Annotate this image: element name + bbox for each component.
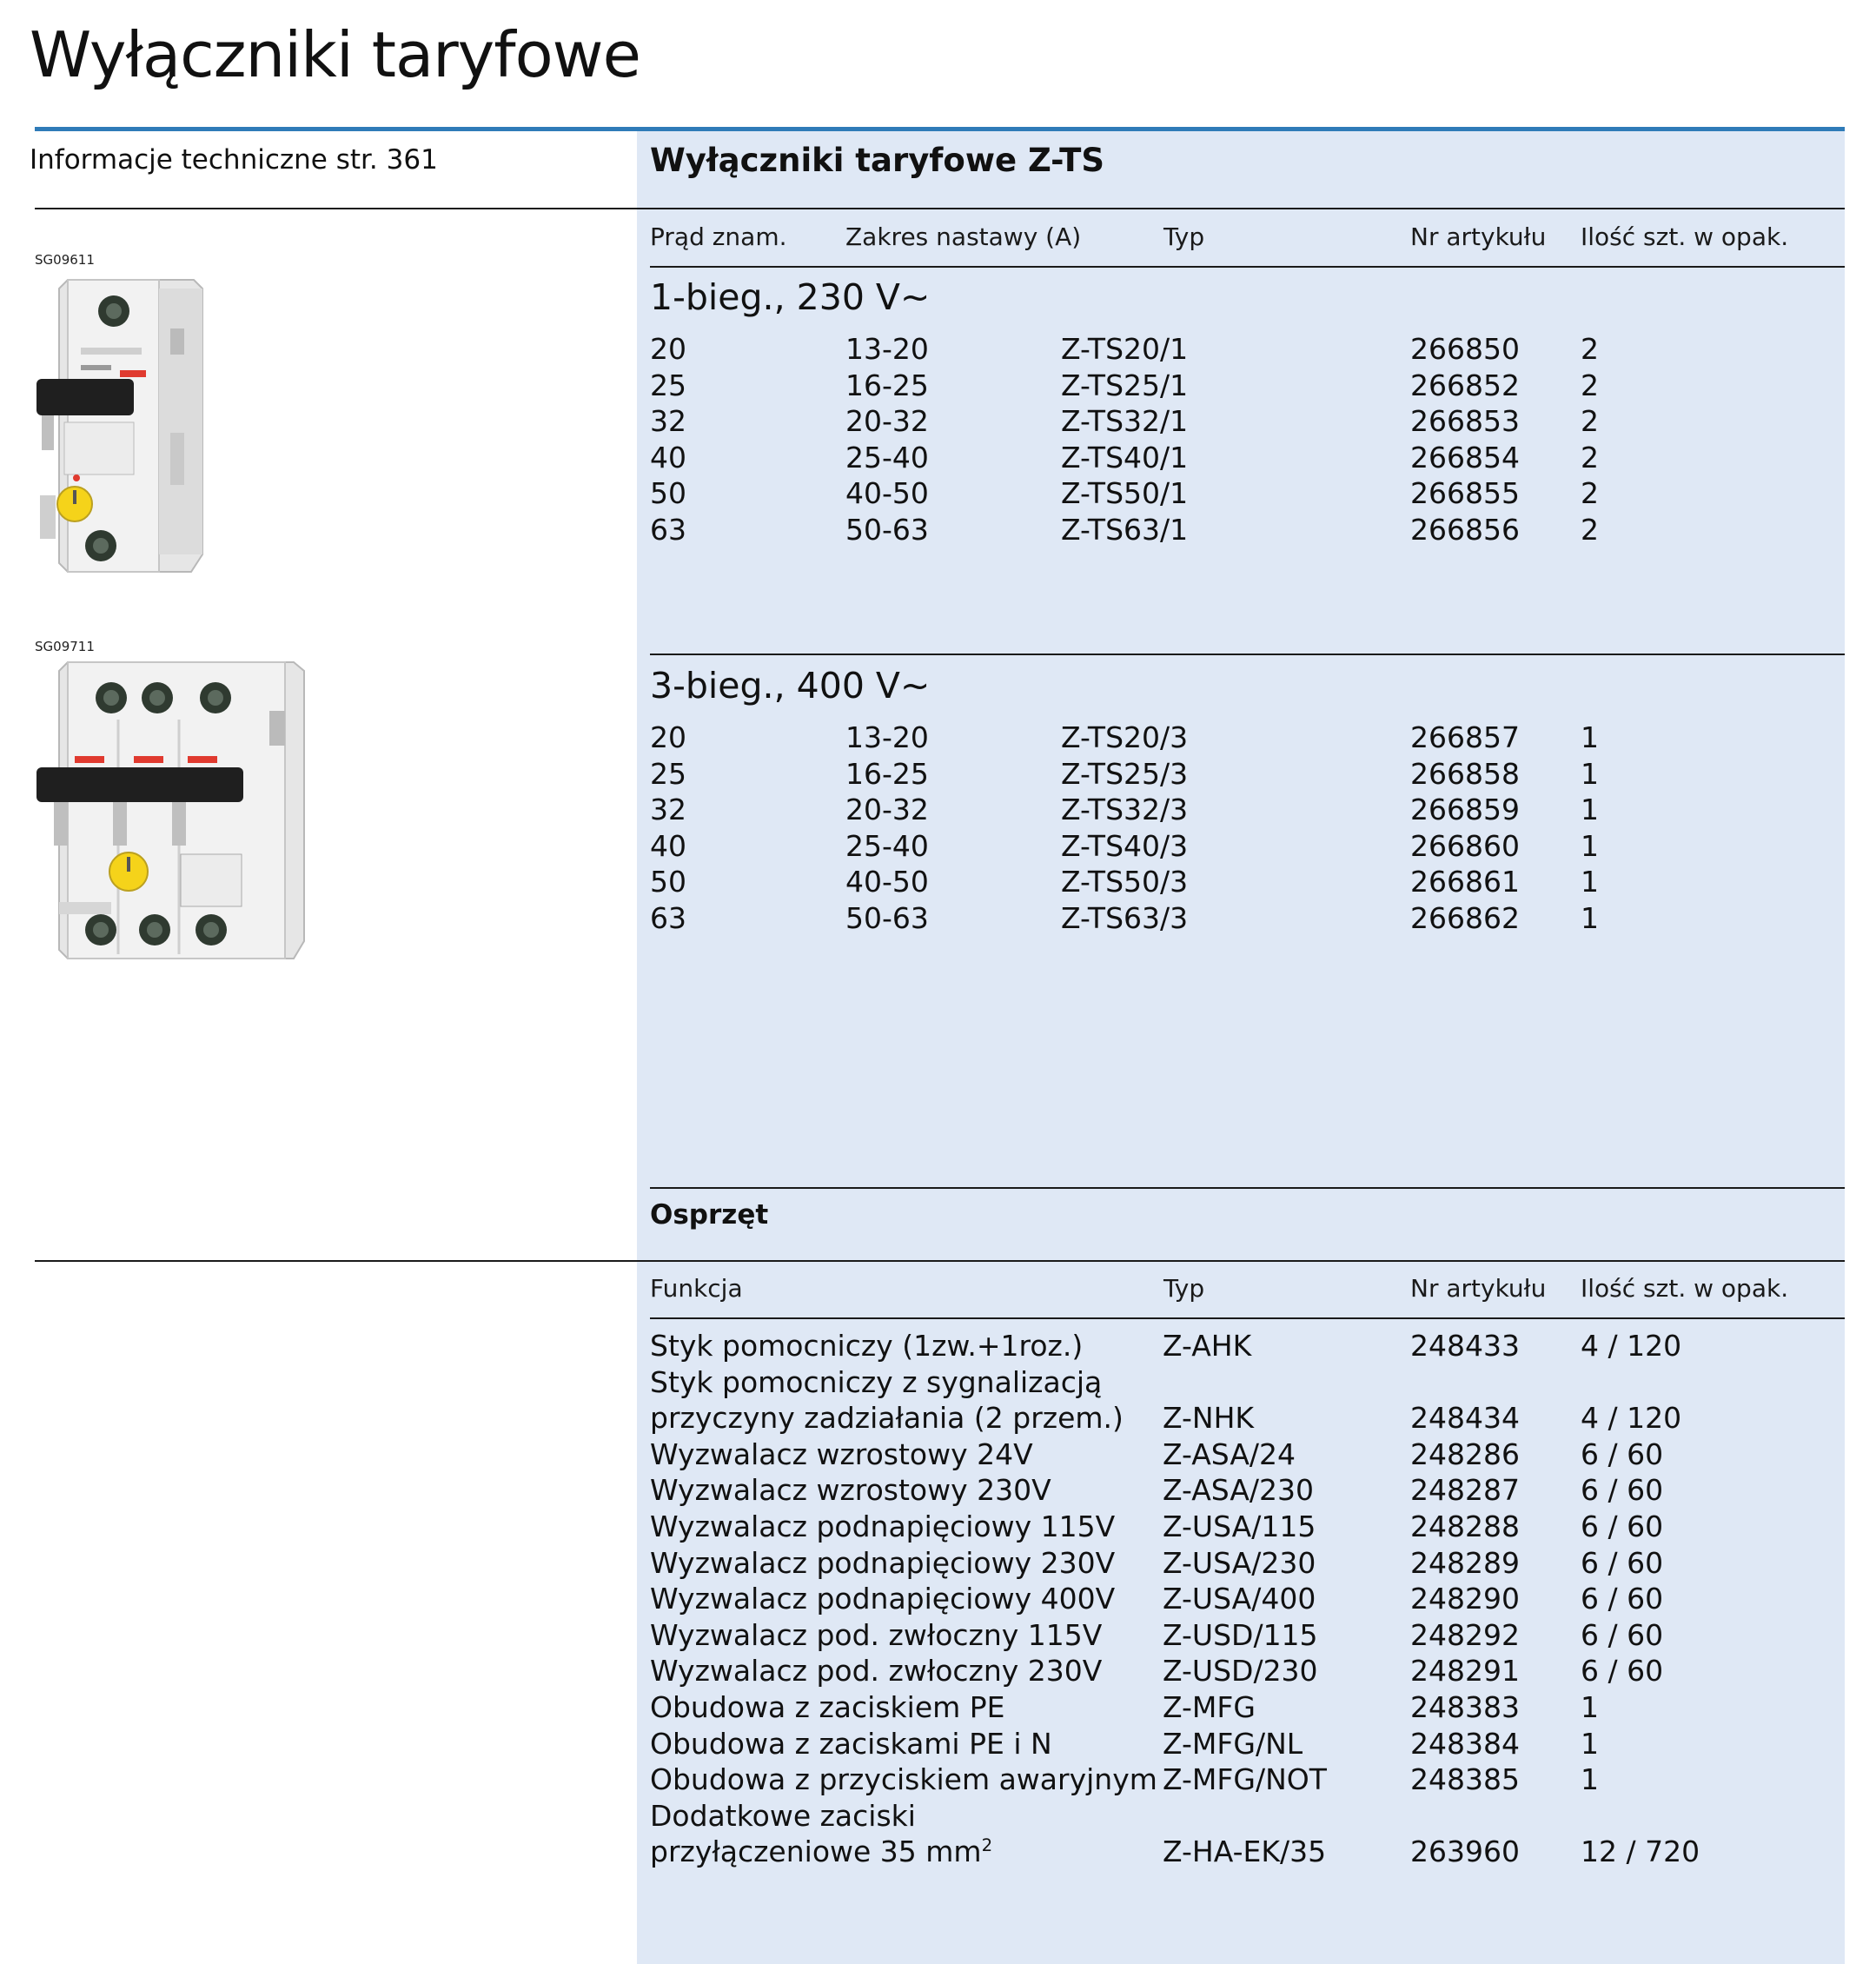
article-no-cell: 263960 — [1410, 1835, 1520, 1869]
type-cell: Z-ASA/24 — [1163, 1437, 1296, 1471]
accessory-row — [650, 1726, 1840, 1762]
table-row — [650, 792, 1840, 828]
function-cell: Styk pomocniczy (1zw.+1roz.) — [650, 1329, 1084, 1363]
setting-range-cell: 50-63 — [845, 513, 929, 547]
pack-qty-cell: 12 / 720 — [1581, 1835, 1700, 1869]
function-cell: Wyzwalacz wzrostowy 24V — [650, 1437, 1033, 1471]
function-cell: Obudowa z przyciskiem awaryjnym — [650, 1762, 1157, 1797]
article-no-cell: 248383 — [1410, 1690, 1520, 1724]
rated-current-cell: 32 — [650, 404, 686, 439]
accessory-row — [650, 1509, 1840, 1545]
type-cell: Z-TS63/1 — [1061, 513, 1189, 547]
rated-current-cell: 32 — [650, 793, 686, 827]
table-row — [650, 756, 1840, 793]
pack-qty-cell: 1 — [1581, 828, 1599, 863]
rated-current-cell: 63 — [650, 901, 686, 935]
article-no-cell: 266860 — [1410, 828, 1520, 863]
function-line2-text: przyłączeniowe 35 mm — [650, 1835, 982, 1869]
type-cell: Z-TS32/3 — [1061, 793, 1189, 827]
acc-col-header-article-no: Nr artykułu — [1410, 1274, 1547, 1303]
pack-qty-cell: 2 — [1581, 332, 1599, 366]
col-header-setting-range: Zakres nastawy (A) — [845, 222, 1082, 251]
pack-qty-cell: 1 — [1581, 793, 1599, 827]
article-no-cell: 266850 — [1410, 332, 1520, 366]
pack-qty-cell: 1 — [1581, 1690, 1599, 1724]
pack-qty-cell: 1 — [1581, 1726, 1599, 1761]
type-cell: Z-TS25/3 — [1061, 756, 1189, 791]
pack-qty-cell: 6 / 60 — [1581, 1582, 1664, 1616]
header-rule — [35, 127, 1845, 131]
article-no-cell: 248384 — [1410, 1726, 1520, 1761]
type-cell: Z-NHK — [1163, 1401, 1255, 1436]
article-no-cell: 266861 — [1410, 865, 1520, 899]
article-no-cell: 248291 — [1410, 1654, 1520, 1689]
pack-qty-cell: 6 / 60 — [1581, 1437, 1664, 1471]
image-code: SG09711 — [35, 639, 95, 654]
function-cell-line2 — [650, 1400, 1124, 1437]
acc-col-header-type: Typ — [1163, 1274, 1205, 1303]
page-title: Wyłączniki taryfowe — [30, 18, 640, 91]
accessory-row — [650, 1545, 1840, 1582]
pack-qty-cell: 6 / 60 — [1581, 1509, 1664, 1543]
rated-current-cell: 40 — [650, 440, 686, 474]
divider — [650, 1187, 1845, 1189]
divider — [650, 654, 1845, 655]
acc-col-header-function: Funkcja — [650, 1274, 743, 1303]
type-cell: Z-TS40/1 — [1061, 440, 1189, 474]
accessory-row — [650, 1653, 1840, 1689]
accessory-row — [650, 1364, 1840, 1437]
pack-qty-cell: 1 — [1581, 901, 1599, 935]
accessory-row — [650, 1437, 1840, 1473]
type-cell: Z-USD/230 — [1163, 1654, 1318, 1689]
setting-range-cell: 20-32 — [845, 793, 929, 827]
article-no-cell: 266852 — [1410, 368, 1520, 402]
type-cell: Z-USA/400 — [1163, 1582, 1316, 1616]
function-cell: Obudowa z zaciskami PE i N — [650, 1726, 1052, 1761]
accessories-title: Osprzęt — [650, 1199, 769, 1231]
col-header-rated-current: Prąd znam. — [650, 222, 787, 251]
rated-current-cell: 50 — [650, 476, 686, 511]
function-line2-text: przyczyny zadziałania (2 przem.) — [650, 1401, 1124, 1436]
group-title-3-pole: 3-bieg., 400 V~ — [650, 665, 931, 707]
product-photo-1-pole — [33, 276, 207, 574]
divider — [650, 266, 1845, 268]
section-title: Wyłączniki taryfowe Z-TS — [650, 142, 1104, 179]
accessory-row — [650, 1689, 1840, 1726]
setting-range-cell: 40-50 — [845, 865, 929, 899]
table-row — [650, 368, 1840, 404]
pack-qty-cell: 1 — [1581, 720, 1599, 754]
divider — [35, 1260, 1845, 1262]
type-cell: Z-TS63/3 — [1061, 901, 1189, 935]
type-cell: Z-USD/115 — [1163, 1617, 1318, 1652]
setting-range-cell: 25-40 — [845, 440, 929, 474]
group-title-1-pole: 1-bieg., 230 V~ — [650, 276, 931, 318]
table-row — [650, 864, 1840, 900]
article-no-cell: 248290 — [1410, 1582, 1520, 1616]
type-cell: Z-MFG — [1163, 1690, 1256, 1724]
pack-qty-cell: 6 / 60 — [1581, 1545, 1664, 1580]
rated-current-cell: 20 — [650, 332, 686, 366]
article-no-cell: 266862 — [1410, 901, 1520, 935]
accessory-row — [650, 1617, 1840, 1654]
table-row — [650, 900, 1840, 937]
article-no-cell: 266854 — [1410, 440, 1520, 474]
pack-qty-cell: 2 — [1581, 513, 1599, 547]
table-row — [650, 475, 1840, 512]
col-header-article-no: Nr artykułu — [1410, 222, 1547, 251]
article-no-cell: 248286 — [1410, 1437, 1520, 1471]
type-cell: Z-USA/230 — [1163, 1545, 1316, 1580]
table-row — [650, 403, 1840, 440]
function-cell: Dodatkowe zaciski — [650, 1798, 916, 1833]
article-no-cell: 248287 — [1410, 1473, 1520, 1508]
table-row — [650, 331, 1840, 368]
function-cell: Styk pomocniczy z sygnalizacją — [650, 1364, 1103, 1399]
setting-range-cell: 40-50 — [845, 476, 929, 511]
rated-current-cell: 25 — [650, 368, 686, 402]
pack-qty-cell: 4 / 120 — [1581, 1329, 1682, 1363]
type-cell: Z-USA/115 — [1163, 1509, 1316, 1543]
function-cell: Obudowa z zaciskiem PE — [650, 1690, 1005, 1724]
setting-range-cell: 16-25 — [845, 368, 929, 402]
col-header-pack-qty: Ilość szt. w opak. — [1581, 222, 1789, 251]
image-code: SG09611 — [35, 252, 95, 268]
type-cell: Z-TS50/1 — [1061, 476, 1189, 511]
rated-current-cell: 50 — [650, 865, 686, 899]
article-no-cell: 266858 — [1410, 756, 1520, 791]
type-cell: Z-MFG/NL — [1163, 1726, 1303, 1761]
article-no-cell: 248289 — [1410, 1545, 1520, 1580]
product-photo-3-pole — [33, 659, 309, 963]
pack-qty-cell: 1 — [1581, 865, 1599, 899]
accessory-row — [650, 1328, 1840, 1364]
rated-current-cell: 25 — [650, 756, 686, 791]
setting-range-cell: 13-20 — [845, 720, 929, 754]
accessory-row — [650, 1581, 1840, 1617]
table-row — [650, 440, 1840, 476]
function-cell-line2 — [650, 1834, 992, 1870]
article-no-cell: 248434 — [1410, 1401, 1520, 1436]
article-no-cell: 248433 — [1410, 1329, 1520, 1363]
function-cell: Wyzwalacz pod. zwłoczny 230V — [650, 1654, 1103, 1689]
pack-qty-cell: 2 — [1581, 440, 1599, 474]
type-cell: Z-HA-EK/35 — [1163, 1835, 1327, 1869]
rated-current-cell: 40 — [650, 828, 686, 863]
pack-qty-cell: 2 — [1581, 368, 1599, 402]
pack-qty-cell: 6 / 60 — [1581, 1617, 1664, 1652]
setting-range-cell: 16-25 — [845, 756, 929, 791]
article-no-cell: 266855 — [1410, 476, 1520, 511]
pack-qty-cell: 1 — [1581, 756, 1599, 791]
type-cell: Z-ASA/230 — [1163, 1473, 1315, 1508]
type-cell: Z-TS50/3 — [1061, 865, 1189, 899]
article-no-cell: 266856 — [1410, 513, 1520, 547]
superscript: 2 — [981, 1835, 993, 1856]
table-row — [650, 512, 1840, 548]
table-row — [650, 828, 1840, 865]
type-cell: Z-TS40/3 — [1061, 828, 1189, 863]
article-no-cell: 266859 — [1410, 793, 1520, 827]
type-cell: Z-TS20/1 — [1061, 332, 1189, 366]
article-no-cell: 248385 — [1410, 1762, 1520, 1797]
setting-range-cell: 20-32 — [845, 404, 929, 439]
pack-qty-cell: 2 — [1581, 476, 1599, 511]
divider — [35, 208, 1845, 209]
pack-qty-cell: 6 / 60 — [1581, 1654, 1664, 1689]
type-cell: Z-TS32/1 — [1061, 404, 1189, 439]
article-no-cell: 248292 — [1410, 1617, 1520, 1652]
article-no-cell: 266857 — [1410, 720, 1520, 754]
article-no-cell: 266853 — [1410, 404, 1520, 439]
pack-qty-cell: 4 / 120 — [1581, 1401, 1682, 1436]
function-cell: Wyzwalacz wzrostowy 230V — [650, 1473, 1051, 1508]
acc-col-header-pack-qty: Ilość szt. w opak. — [1581, 1274, 1789, 1303]
accessory-row — [650, 1762, 1840, 1798]
rated-current-cell: 20 — [650, 720, 686, 754]
type-cell: Z-AHK — [1163, 1329, 1252, 1363]
setting-range-cell: 50-63 — [845, 901, 929, 935]
function-cell: Wyzwalacz podnapięciowy 230V — [650, 1545, 1116, 1580]
pack-qty-cell: 1 — [1581, 1762, 1599, 1797]
article-no-cell: 248288 — [1410, 1509, 1520, 1543]
pack-qty-cell: 6 / 60 — [1581, 1473, 1664, 1508]
rated-current-cell: 63 — [650, 513, 686, 547]
function-cell: Wyzwalacz pod. zwłoczny 115V — [650, 1617, 1103, 1652]
table-row — [650, 720, 1840, 756]
function-cell: Wyzwalacz podnapięciowy 400V — [650, 1582, 1116, 1616]
setting-range-cell: 13-20 — [845, 332, 929, 366]
type-cell: Z-MFG/NOT — [1163, 1762, 1327, 1797]
type-cell: Z-TS20/3 — [1061, 720, 1189, 754]
technical-info-reference: Informacje techniczne str. 361 — [30, 144, 438, 176]
accessory-row — [650, 1798, 1840, 1870]
function-cell: Wyzwalacz podnapięciowy 115V — [650, 1509, 1116, 1543]
col-header-type: Typ — [1163, 222, 1205, 251]
divider — [650, 1317, 1845, 1319]
setting-range-cell: 25-40 — [845, 828, 929, 863]
pack-qty-cell: 2 — [1581, 404, 1599, 439]
accessory-row — [650, 1472, 1840, 1509]
type-cell: Z-TS25/1 — [1061, 368, 1189, 402]
